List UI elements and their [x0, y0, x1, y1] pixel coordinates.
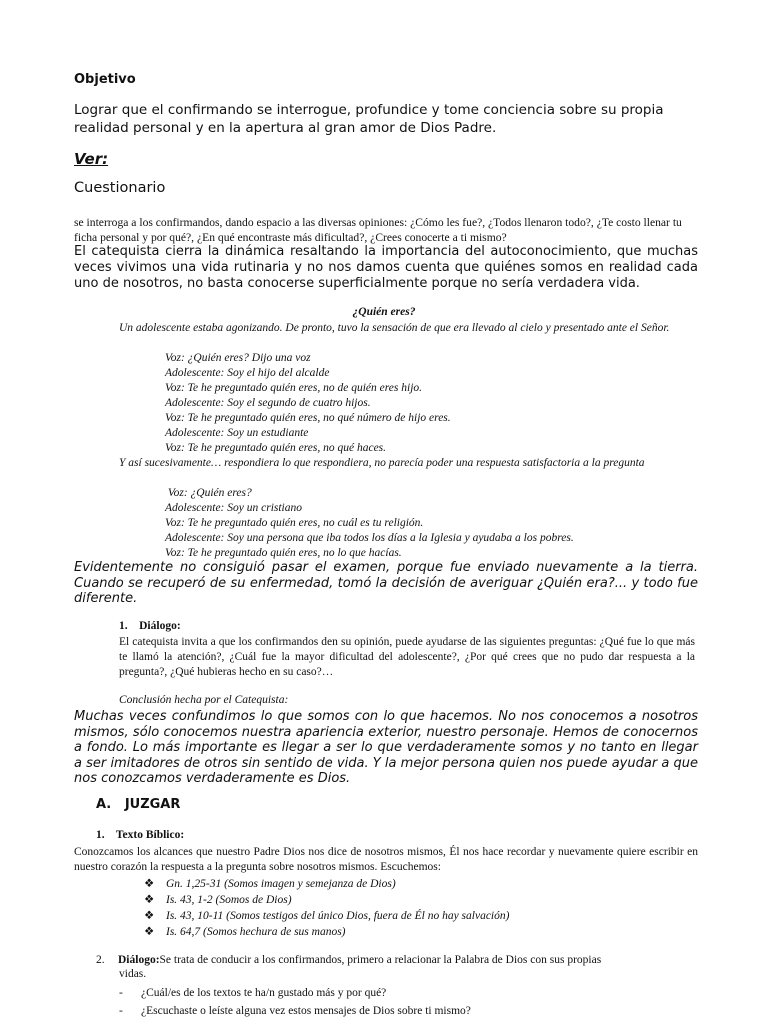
question-item [119, 984, 471, 1002]
dialogue-line: Voz: Te he preguntado quién eres, no lo que hacías. [165, 547, 402, 559]
diamond-bullet-icon: ❖ [144, 926, 155, 938]
ver-heading: Ver: [74, 150, 109, 168]
citation-item [144, 908, 509, 924]
dialogo-heading: 1. Diálogo: [119, 620, 181, 632]
dialogue-line: Adolescente: Soy un estudiante [165, 427, 309, 439]
dialogo2-label: Diálogo: [118, 954, 160, 966]
dialogo2-questions [119, 984, 471, 1020]
diamond-bullet-icon: ❖ [144, 894, 155, 906]
citation-text: Gn. 1,25-31 (Somos imagen y semejanza de Dios) [166, 878, 396, 890]
texto-biblico-heading: 1. Texto Bíblico: [96, 829, 185, 841]
dialogue-line: Voz: Te he preguntado quién eres, no qué número de hijo eres. [165, 412, 451, 424]
story-dialogue-first [165, 351, 451, 456]
dialogo2-number: 2. [96, 954, 105, 966]
citation-text: Is. 43, 10-11 (Somos testigos del único Dios, fuera de Él no hay salvación) [166, 910, 510, 922]
bible-citations-list [144, 876, 509, 940]
question-text: ¿Escuchaste o leíste alguna vez estos mensajes de Dios sobre ti mismo? [141, 1005, 471, 1017]
diamond-bullet-icon: ❖ [144, 878, 155, 890]
objetivo-text: Lograr que el confirmando se interrogue, profundice y tome conciencia sobre su propia realidad personal y en la apertura al gran amor de Dios Padre. [74, 102, 664, 136]
dialogue-line: Voz: ¿Quién eres? Dijo una voz [165, 352, 311, 364]
citation-item [144, 924, 509, 940]
dialogue-line: Adolescente: Soy una persona que iba todos los días a la Iglesia y ayudaba a los pobres. [165, 532, 574, 544]
dialogo-paragraph: El catequista invita a que los confirmandos den su opinión, puede ayudarse de las siguientes preguntas: ¿Qué fue lo que más te llamó la atención?, ¿Cuál fue la mayor dificultad del adolescente?, ¿Por qué crees que no pudo dar respuesta a la pregunta?, ¿Qué hubieras hecho en su caso?… [119, 636, 695, 678]
story-intro: Un adolescente estaba agonizando. De pronto, tuvo la sensación de que era llevado al cielo y presentado ante el Señor. [119, 322, 670, 334]
cuestionario-heading: Cuestionario [74, 180, 166, 196]
question-item [119, 1002, 471, 1020]
dialogue-line: Adolescente: Soy el hijo del alcalde [165, 367, 330, 379]
story-ending: Evidentemente no consiguió pasar el examen, porque fue enviado nuevamente a la tierra. Cuando se recuperó de su enfermedad, tomó la decisión de averiguar ¿Quién era?... y todo fue diferente. [74, 560, 698, 606]
dash-bullet: - [119, 987, 123, 999]
dialogue-line: Adolescente: Soy el segundo de cuatro hijos. [165, 397, 371, 409]
citation-text: Is. 64,7 (Somos hechura de sus manos) [166, 926, 346, 938]
dialogo2-text: Se trata de conducir a los confirmandos, primero a relacionar la Palabra de Dios con sus propias [159, 954, 602, 966]
citation-item [144, 892, 509, 908]
diamond-bullet-icon: ❖ [144, 910, 155, 922]
dialogo2-line [96, 953, 696, 968]
dialogo2-continuation: vidas. [119, 968, 147, 980]
story-dialogue-second [165, 486, 574, 561]
dialogue-line: Adolescente: Soy un cristiano [165, 502, 303, 514]
conclusion-paragraph: Muchas veces confundimos lo que somos con lo que hacemos. No nos conocemos a nosotros mismos, sólo conocemos nuestra apariencia exterior, nuestro personaje. Hemos de conocernos a fondo. Lo más importante es llegar a ser lo que verdaderamente somos y no tanto en llegar a ser imitadores de otros sin sentido de vida. Y la mejor persona quien nos puede ayudar a que nos conozcamos verdaderamente es Dios. [74, 709, 698, 787]
dash-bullet: - [119, 1005, 123, 1017]
catequista-paragraph: El catequista cierra la dinámica resaltando la importancia del autoconocimiento, que muchas veces vivimos una vida rutinaria y no nos damos cuenta que quiénes somos en realidad cada uno de nosotros, no basta conocerse superficialmente porque no sería verdadera vida. [74, 244, 698, 291]
conclusion-label: Conclusión hecha por el Catequista: [119, 694, 289, 706]
citation-text: Is. 43, 1-2 (Somos de Dios) [166, 894, 292, 906]
dialogue-line: Voz: Te he preguntado quién eres, no qué haces. [165, 442, 387, 454]
juzgar-heading: A. JUZGAR [96, 797, 181, 812]
citation-item [144, 876, 509, 892]
dialogue-line: Voz: Te he preguntado quién eres, no cuál es tu religión. [165, 517, 424, 529]
question-text: ¿Cuál/es de los textos te ha/n gustado más y por qué? [141, 987, 387, 999]
texto-biblico-paragraph: Conozcamos los alcances que nuestro Padre Dios nos dice de nosotros mismos, Él nos hace recordar y nuevamente quiere escribir en nuestro corazón la respuesta a la pregunta sobre nosotros mismos. Escuchemos: [74, 846, 698, 873]
interroga-paragraph: se interroga a los confirmandos, dando espacio a las diversas opiniones: ¿Cómo les fue?, ¿Todos llenaron todo?, ¿Te costo llenar tu ficha personal y por qué?, ¿En qué encontraste más dificultad?, ¿Crees conocerte a ti mismo? [74, 216, 682, 244]
dialogue-line: Voz: Te he preguntado quién eres, no de quién eres hijo. [165, 382, 423, 394]
story-title: ¿Quién eres? [352, 306, 416, 318]
story-mid: Y así sucesivamente… respondiera lo que respondiera, no parecía poder una respuesta satisfactoria a la pregunta [119, 457, 645, 469]
dialogue-line: Voz: ¿Quién eres? [165, 487, 252, 499]
objetivo-heading: Objetivo [74, 72, 136, 87]
